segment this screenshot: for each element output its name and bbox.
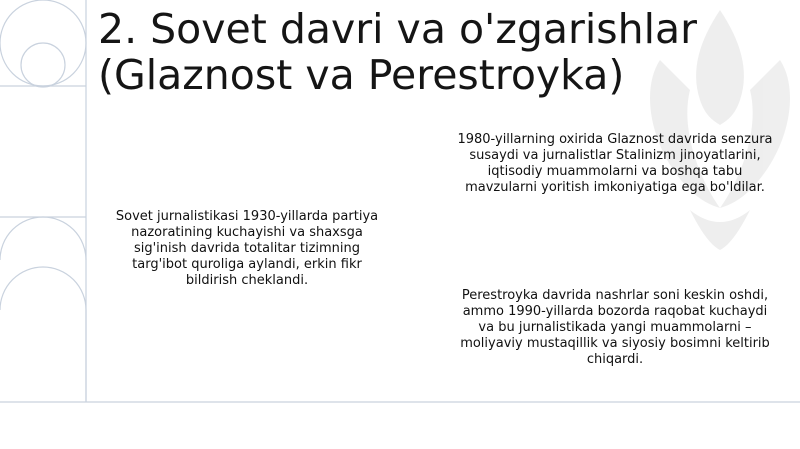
right-paragraph-1-line-4: mavzularni yoritish imkoniyatiga ega bo'ldilar. — [465, 180, 765, 195]
right-paragraph-1-line-1: 1980-yillarning oxirida Glaznost davrida senzura — [457, 132, 773, 147]
left-paragraph-line-2: nazoratining kuchayishi va shaxsga — [131, 225, 363, 240]
left-paragraph-line-4: targ'ibot quroliga aylandi, erkin fikr — [132, 257, 362, 272]
left-paragraph-line-1: Sovet jurnalistikasi 1930-yillarda partiya — [115, 209, 379, 224]
left-paragraph-line-5: bildirish cheklandi. — [185, 273, 309, 288]
deco-circle-small — [21, 43, 65, 87]
left-paragraph — [102, 209, 392, 289]
right-paragraph-2-line-1: Perestroyka davrida nashrlar soni keskin oshdi, — [461, 288, 769, 303]
right-paragraph-perestroika — [440, 288, 790, 368]
deco-arch-upper — [0, 217, 86, 260]
right-paragraph-glasnost — [440, 132, 790, 196]
slide-title-line-2: (Glaznost va Perestroyka) — [98, 51, 625, 99]
slide-title — [98, 6, 788, 98]
slide-title-line-1: 2. Sovet davri va o'zgarishlar — [98, 5, 697, 53]
right-paragraph-2-line-3: va bu jurnalistikada yangi muammolarni – — [478, 320, 752, 335]
left-paragraph-line-3: sig'inish davrida totalitar tizimning — [133, 241, 361, 256]
right-paragraph-1-line-3: iqtisodiy muammolarni va boshqa tabu — [487, 164, 743, 179]
right-paragraph-2-line-2: ammo 1990-yillarda bozorda raqobat kuchaydi — [462, 304, 768, 319]
right-paragraph-2-line-4: moliyaviy mustaqillik va siyosiy bosimni keltirib — [460, 336, 770, 351]
deco-arch-lower — [0, 267, 86, 402]
right-paragraph-1-line-2: susaydi va jurnalistlar Stalinizm jinoyatlarini, — [469, 148, 761, 163]
right-paragraph-2-line-5: chiqardi. — [586, 352, 644, 367]
